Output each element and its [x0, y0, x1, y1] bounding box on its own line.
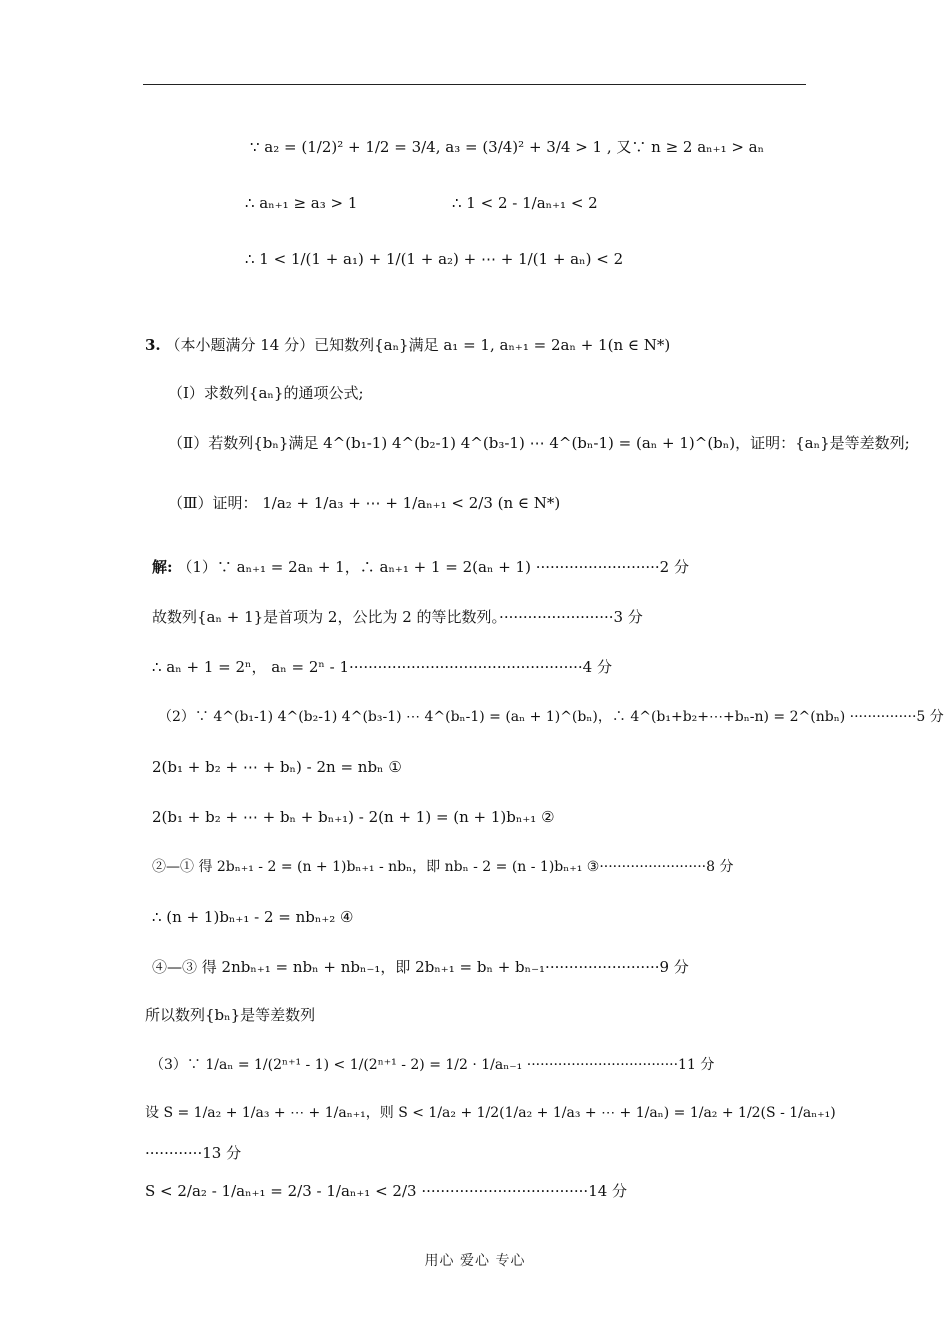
- solution-step-1-text: （1）∵ aₙ₊₁ = 2aₙ + 1，∴ aₙ₊₁ + 1 = 2(aₙ + 1) ··························2 分: [177, 558, 689, 576]
- solution-label: 解:: [152, 558, 173, 576]
- solution-step-12: 设 S = 1/a₂ + 1/a₃ + ⋯ + 1/aₙ₊₁，则 S < 1/a₂ + 1/2(1/a₂ + 1/a₃ + ⋯ + 1/aₙ) = 1/a₂ + 1/2(S - 1/aₙ₊₁): [145, 1105, 836, 1121]
- solution-step-9: ④—③ 得 2nbₙ₊₁ = nbₙ + nbₙ₋₁，即 2bₙ₊₁ = bₙ + bₙ₋₁························9 分: [152, 958, 689, 976]
- problem-part-2: （Ⅱ）若数列{bₙ}满足 4^(b₁-1) 4^(b₂-1) 4^(b₃-1) ⋯ 4^(bₙ-1) = (aₙ + 1)^(bₙ)，证明：{aₙ}是等差数列;: [168, 434, 910, 452]
- solution-step-14: S < 2/a₂ - 1/aₙ₊₁ = 2/3 - 1/aₙ₊₁ < 2/3 ···································14 分: [145, 1182, 628, 1200]
- header-rule: [143, 84, 806, 85]
- solution-step-10: 所以数列{bₙ}是等差数列: [145, 1006, 316, 1024]
- solution-step-1: [152, 556, 689, 578]
- problem-statement: （本小题满分 14 分）已知数列{aₙ}满足 a₁ = 1, aₙ₊₁ = 2aₙ + 1(n ∈ N*): [165, 336, 671, 354]
- solution-step-8: ∴ (n + 1)bₙ₊₁ - 2 = nbₙ₊₂ ④: [152, 908, 354, 926]
- solution-step-4: （2）∵ 4^(b₁-1) 4^(b₂-1) 4^(b₃-1) ⋯ 4^(bₙ-1) = (aₙ + 1)^(bₙ)，∴ 4^(b₁+b₂+⋯+bₙ-n) = 2^(nbₙ) ···············5 分: [158, 709, 944, 725]
- top-proof-line-3: ∴ 1 < 1/(1 + a₁) + 1/(1 + a₂) + ⋯ + 1/(1 + aₙ) < 2: [245, 250, 624, 268]
- solution-step-6: 2(b₁ + b₂ + ⋯ + bₙ + bₙ₊₁) - 2(n + 1) = (n + 1)bₙ₊₁ ②: [152, 808, 555, 826]
- problem-part-3: （Ⅲ）证明： 1/a₂ + 1/a₃ + ⋯ + 1/aₙ₊₁ < 2/3 (n ∈ N*): [168, 494, 561, 512]
- problem-number: 3.: [145, 336, 161, 354]
- top-proof-line-2-left: ∴ aₙ₊₁ ≥ a₃ > 1: [245, 194, 358, 212]
- solution-step-5: 2(b₁ + b₂ + ⋯ + bₙ) - 2n = nbₙ ①: [152, 758, 402, 776]
- problem-part-1: （Ⅰ）求数列{aₙ}的通项公式;: [168, 384, 364, 402]
- top-proof-line-2-right: ∴ 1 < 2 - 1/aₙ₊₁ < 2: [452, 194, 598, 212]
- solution-step-13: ············13 分: [145, 1144, 242, 1162]
- top-proof-line-1: ∵ a₂ = (1/2)² + 1/2 = 3/4, a₃ = (3/4)² + 3/4 > 1 , 又∵ n ≥ 2 aₙ₊₁ > aₙ: [250, 138, 765, 156]
- problem-header: [145, 334, 670, 356]
- page-footer: 用心 爱心 专心: [424, 1253, 526, 1269]
- solution-step-7: ②—① 得 2bₙ₊₁ - 2 = (n + 1)bₙ₊₁ - nbₙ，即 nbₙ - 2 = (n - 1)bₙ₊₁ ③························8 分: [152, 859, 734, 875]
- solution-step-2: 故数列{aₙ + 1}是首项为 2，公比为 2 的等比数列。························3 分: [152, 608, 643, 626]
- solution-step-11: （3）∵ 1/aₙ = 1/(2ⁿ⁺¹ - 1) < 1/(2ⁿ⁺¹ - 2) = 1/2 · 1/aₙ₋₁ ··································11 分: [150, 1057, 715, 1073]
- solution-step-3: ∴ aₙ + 1 = 2ⁿ， aₙ = 2ⁿ - 1·················································4 分: [152, 658, 612, 676]
